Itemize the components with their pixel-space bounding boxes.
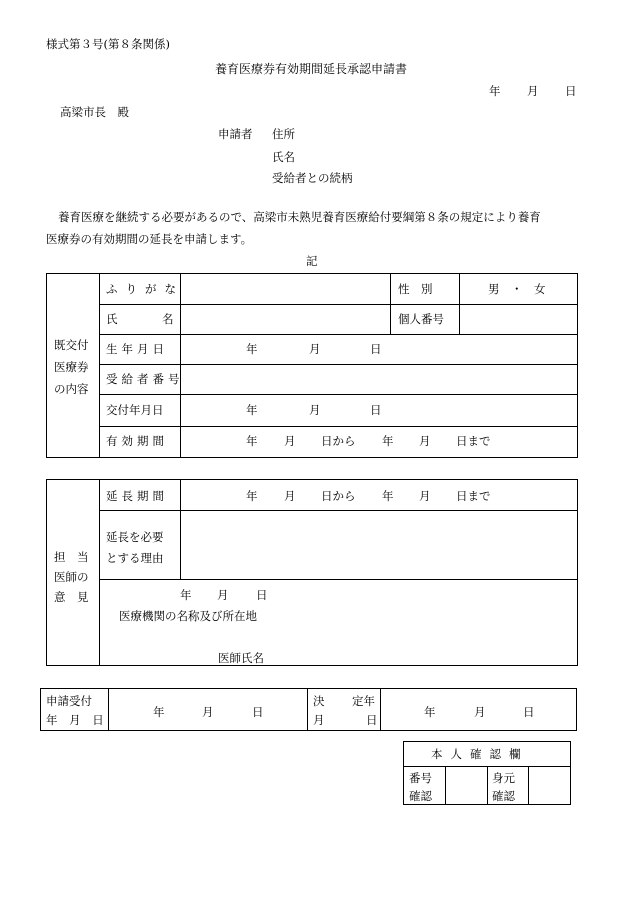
- addressee: 高梁市長 殿: [60, 105, 129, 119]
- issue-month: 月: [309, 403, 321, 417]
- valid-to-month: 月: [419, 434, 431, 448]
- receipt-border: [40, 688, 577, 731]
- doctor-name-label: 医師氏名: [218, 651, 264, 665]
- issue-year: 年: [246, 403, 258, 417]
- section1-border: [46, 273, 578, 458]
- receipt-month: 月: [202, 705, 214, 719]
- valid-to-year: 年: [382, 434, 394, 448]
- ext-to-suffix: 日まで: [456, 489, 491, 503]
- decision-label-1: 決: [313, 694, 325, 708]
- section2-side-label-1: 担 当: [54, 550, 89, 564]
- birthdate-day: 日: [370, 342, 382, 356]
- date-day: 日: [565, 84, 577, 98]
- birthdate-month: 月: [309, 342, 321, 356]
- receipt-label-2: 年 月 日: [46, 713, 108, 727]
- valid-period-label: 有効期間: [106, 434, 168, 448]
- identity-check-label-1: 身元: [492, 771, 515, 785]
- applicant-address-label: 住所: [272, 127, 295, 141]
- recipient-no-label: 受給者番号: [106, 372, 184, 386]
- birthdate-year: 年: [246, 342, 258, 356]
- date-year: 年: [489, 84, 501, 98]
- ext-from-year: 年: [246, 489, 258, 503]
- sex-options: 男 ・ 女: [488, 282, 546, 296]
- page-title: 養育医療券有効期間延長承認申請書: [215, 62, 408, 76]
- receipt-day: 日: [252, 705, 264, 719]
- section1-side-label-3: の内容: [54, 382, 89, 396]
- ext-to-year: 年: [382, 489, 394, 503]
- section2-side-label-3: 意 見: [54, 590, 89, 604]
- opinion-day: 日: [256, 588, 268, 602]
- body-text-line1: 養育医療を継続する必要があるので、高梁市未熟児養育医療給付要綱第８条の規定により養育: [58, 210, 541, 224]
- personal-no-label: 個人番号: [398, 312, 444, 326]
- body-text-line2: 医療券の有効期間の延長を申請します。: [46, 232, 253, 246]
- reason-label-2: とする理由: [106, 551, 164, 565]
- ext-to-month: 月: [419, 489, 431, 503]
- reason-label-1: 延長を必要: [106, 530, 164, 544]
- decision-month: 月: [474, 705, 486, 719]
- extension-period-label: 延長期間: [106, 489, 168, 503]
- identity-check-label-2: 確認: [492, 789, 515, 803]
- number-check-label-2: 確認: [409, 789, 432, 803]
- furigana-label: ふりがな: [106, 282, 184, 296]
- institution-label: 医療機関の名称及び所在地: [119, 609, 257, 623]
- decision-label-2: 定年: [352, 694, 375, 708]
- receipt-label-1: 申請受付: [46, 694, 92, 708]
- opinion-month: 月: [217, 588, 229, 602]
- birthdate-label: 生年月日: [106, 342, 168, 356]
- section1-side-label-2: 医療券: [54, 360, 89, 374]
- issue-day: 日: [370, 403, 382, 417]
- name-label-b: 名: [162, 312, 174, 326]
- section2-side-label-2: 医師の: [54, 570, 89, 584]
- form-number: 様式第３号(第８条関係): [46, 37, 170, 51]
- sex-label: 性 別: [398, 282, 433, 296]
- ext-from-suffix: 日から: [321, 489, 356, 503]
- name-label-a: 氏: [106, 312, 118, 326]
- section1-side-label-1: 既交付: [54, 338, 89, 352]
- decision-label-3: 月: [313, 713, 325, 727]
- receipt-year: 年: [153, 705, 165, 719]
- ki-label: 記: [306, 254, 318, 268]
- applicant-name-label: 氏名: [272, 150, 295, 164]
- decision-year: 年: [424, 705, 436, 719]
- applicant-label: 申請者: [218, 127, 253, 141]
- applicant-relation-label: 受給者との続柄: [272, 171, 353, 185]
- number-check-label-1: 番号: [409, 771, 432, 785]
- issue-date-label: 交付年月日: [106, 403, 164, 417]
- valid-from-year: 年: [246, 434, 258, 448]
- verify-title: 本人確認欄: [431, 747, 529, 761]
- section2-border: [46, 479, 578, 666]
- decision-label-4: 日: [366, 713, 378, 727]
- valid-to-suffix: 日まで: [456, 434, 491, 448]
- opinion-year: 年: [180, 588, 192, 602]
- valid-from-suffix: 日から: [321, 434, 356, 448]
- ext-from-month: 月: [284, 489, 296, 503]
- valid-from-month: 月: [284, 434, 296, 448]
- date-month: 月: [527, 84, 539, 98]
- decision-day: 日: [523, 705, 535, 719]
